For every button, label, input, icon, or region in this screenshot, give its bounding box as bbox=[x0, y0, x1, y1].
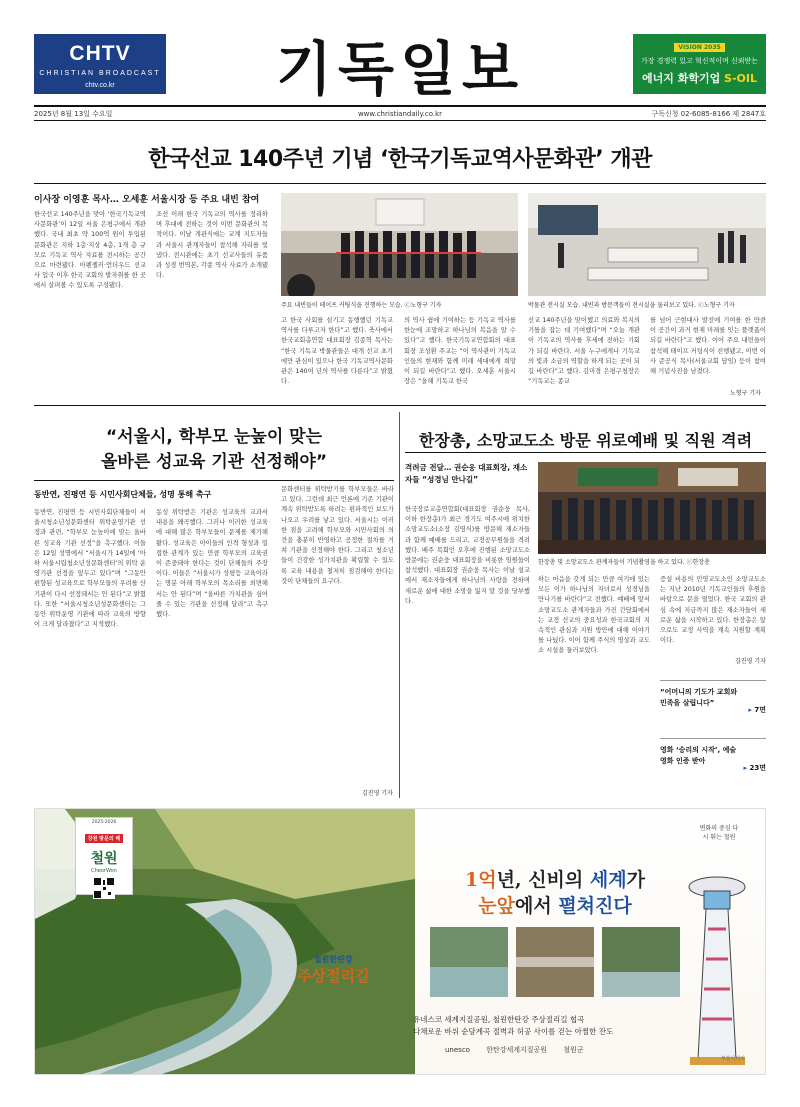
column-separator bbox=[399, 412, 400, 798]
cheorwon-county-logo: 철원군 bbox=[563, 1046, 584, 1054]
story3-column: 증설 비용의 민영교도소인 소망교도소는 지난 2010년 기독교인들의 후원을 바탕으로 문을 열었다. 한국 교회의 관심 속에 지금까지 많은 재소자들이 새로운 삶을 시작하고 있다. 한장총은 앞으로도 교정 사역을 계속 지원할 계획이다. bbox=[660, 576, 766, 645]
story1-subhead: 이사장 이영훈 목사… 오세훈 서울시장 등 주요 내빈 참여 bbox=[34, 195, 260, 205]
story1-caption-right: 박물관 전시실 모습. 내빈과 방문객들이 전시실을 둘러보고 있다. ⓒ노형구 기자 bbox=[528, 302, 735, 309]
story2-subhead: 동반연, 진평연 등 시민사회단체들, 성명 통해 촉구 bbox=[34, 490, 212, 499]
headline-fragment: 1억 bbox=[465, 869, 497, 891]
story2-byline: 김진영 기자 bbox=[362, 790, 393, 797]
soil-tagline: 가장 경쟁력 있고 혁신적이며 신뢰받는 bbox=[640, 57, 759, 65]
exhibit-hall-photo bbox=[528, 193, 766, 296]
chtv-banner[interactable] bbox=[34, 34, 166, 94]
prison-visit-photo bbox=[538, 462, 766, 554]
chtv-url: chtv.co.kr bbox=[85, 82, 115, 89]
observation-tower-illustration bbox=[680, 869, 755, 1069]
promo-page: ▸ 23면 bbox=[744, 763, 766, 774]
story1-column: 선교 140주년을 맞이했고 의료와 복지의 기틀을 잡는 데 기여했다”며 “오늘 개관이 기독교의 역사를 후세에 전하는 기회가 되길 바란다. 서울 누구에게나 기독교의 빛과 소금의 역할을 하게 되는 곳이 되길 바란다”고 했다. 김미경 은평구청장은 “기독교는 종교 bbox=[528, 317, 640, 386]
subscription-info: 구독신청 02-6085-8166 제 2847호 bbox=[651, 110, 766, 118]
promo-box[interactable] bbox=[660, 738, 766, 778]
issue-date: 2025년 8월 13일 수요일 bbox=[34, 110, 113, 118]
speech-bubble: 변화의 중심 다시 뛰는 철원 bbox=[699, 825, 739, 841]
story2-headline[interactable] bbox=[34, 425, 394, 475]
story1-column: 한국선교 140주년을 맞아 ‘한국기독교역사문화관’이 12일 서울 은평구에서 개관했다. 국내 최초 약 100억 원이 투입된 문화관은 지하 1층·지상 4층, 1개 층 규모로 기독교 역사 자료를 전시하는 공간으로 마련됐다. 아펜젤러·언더우드 선교사 입국 이후 한국 교회의 발자취를 한 곳에서 살펴볼 수 있도록 구성됐다. bbox=[34, 211, 146, 290]
promo-text: “어머니의 기도가 교회와 민족을 살립니다” bbox=[660, 688, 738, 707]
logo-name: 철원 bbox=[90, 851, 118, 867]
soil-slogan-text: 에너지 화학기업 bbox=[641, 72, 721, 85]
qr-code-icon[interactable] bbox=[93, 877, 115, 899]
story1-byline: 노형구 기자 bbox=[730, 390, 761, 397]
story2-column: 동반연, 진평연 등 시민사회단체들이 서울시청소년성문화센터 위탁운영기관 선정과 관련, “학부모 눈높이에 맞는 올바른 성교육 기관 선정”을 촉구했다. 이들은 12일 성명에서 “서울시가 14일에 ‘아하 서울시립청소년성문화센터’의 위탁 운영기관 선정을 앞두고 있다”며 “그동안 편향된 성교육으로 학부모들의 우려를 산 기관이 다시 선정돼서는 안 된다”고 밝혔다. 또한 “서울시청소년성문화센터는 그 동안 위탁운영 기관에 따라 교육의 방향이 크게 달라졌다”고 지적했다. bbox=[34, 509, 146, 629]
site-url[interactable]: www.christiandaily.co.kr bbox=[357, 110, 443, 118]
story3-headline[interactable]: 한장총, 소망교도소 방문 위로예배 및 직원 격려 bbox=[418, 431, 753, 450]
story1-column: 의 역사 쉼에 기여하는 등 기독교 역사를 한눈에 조망하고 하나님의 복음을 알 수 있다”고 했다. 한국기독교연합회의 대표회장 조성환 주교는 “이 역사관이 기독교인들의 현재와 함께 미래 세대에게 희망이 되길 바란다”고 했다. 오세훈 서울시장은 “올해 기독교 한국 bbox=[404, 317, 516, 386]
promo-box[interactable] bbox=[660, 680, 766, 720]
geopark-logo: 한탄강세계지질공원 bbox=[486, 1046, 548, 1054]
soil-banner[interactable] bbox=[633, 34, 766, 94]
divider bbox=[34, 405, 766, 406]
story1-headline[interactable]: 한국선교 140주년 기념 ‘한국기독교역사문화관’ 개관 bbox=[148, 147, 652, 172]
trail-photo-strip bbox=[430, 927, 680, 997]
ad-headline-line2 bbox=[425, 893, 685, 919]
headline-fragment: 년, 신비 bbox=[496, 869, 565, 891]
divider bbox=[34, 480, 394, 481]
story3-subhead: 격려금 전달… 권순웅 대표회장, 재소자들 “성경님 만나길” bbox=[405, 463, 528, 484]
story3-column: 한국장로교총연합회(대표회장 권순웅 목사, 이하 한장총)가 최근 경기도 여주시에 위치한 소망교도소(소장 김영식)를 방문해 재소자들과 함께 예배를 드리고, 교정공무원들을 격려했다. 배주 목회인 오후에 진행된 소망교도소 방문에는 권순웅 대표회장을 비롯한 임원들이 참석했다. 대표회장 권순웅 목사는 이날 설교에서 재소자들에게 하나님의 사랑을 전하며 새로운 삶에 대한 소망을 잃지 말 것을 당부했다. bbox=[405, 506, 530, 605]
newspaper-title: 기독일보 bbox=[275, 35, 525, 103]
chtv-subtitle: CHRISTIAN BROADCAST bbox=[39, 70, 161, 77]
headline-fragment: 가 bbox=[626, 869, 645, 891]
promo-text: 영화 ‘승리의 시작’, 예술영화 인증 받아 bbox=[660, 746, 737, 765]
story1-column: 를 넘어 근현대사 발전에 기여를 한 만큼 이 공간이 과거 현재 미래를 잇는 플랫폼이 되길 바란다”고 했다. 이어 주요 내빈들이 참석해 테이프 커팅식이 진행됐고, 이번 이사 준공식 목사(서울교회 담임) 등이 참여해 기념사진을 남겼다. bbox=[650, 317, 766, 376]
divider bbox=[405, 452, 766, 453]
story1-caption-left: 주요 내빈들이 테이프 커팅식을 진행하는 모습. ⓒ노형구 기자 bbox=[281, 302, 442, 309]
ad-headline bbox=[425, 867, 685, 919]
ribbon-cutting-photo bbox=[281, 193, 518, 296]
trail-brand-small: 철원한탄강 bbox=[313, 954, 353, 964]
story1-column: 조선 이래 한국 기독교의 역사를 정리하며 후대에 전하는 것이 이번 문화관의 목적이다. 이날 개관식에는 교계 지도자들과 서울시 관계자들이 참석해 자리를 빛냈다. 전시관에는 초기 선교사들의 유품과 성경 번역본, 각종 역사 사료가 소개됐다. bbox=[156, 211, 268, 280]
chtv-title: CHTV bbox=[69, 42, 131, 65]
logo-ribbon: 강원 방문의 해 bbox=[85, 834, 123, 843]
promo-page: ▸ 7면 bbox=[748, 705, 766, 716]
ad-desc-line: 다채로운 바위 순담계곡 절벽과 허공 사이를 걷는 아찔한 잔도 bbox=[413, 1027, 614, 1036]
masthead bbox=[0, 0, 800, 105]
soil-slogan bbox=[633, 70, 766, 86]
ad-description bbox=[413, 1014, 713, 1038]
story2-column: 동성 위탁받은 기관은 성교육의 교과서 내용을 왜곡했다. 그러나 이러한 성교육에 대해 많은 학부모들이 문제를 제기해 왔다. 성교육은 아이들의 인격 형성과 밀접한 관계가 있는 만큼 학부모의 교육권이 존중돼야 한다는 것이 단체들의 주장이다. 이들은 “서울시가 성평등 교육이라는 명분 아래 학부모의 목소리를 외면해서는 안 된다”며 “올바른 가치관을 심어줄 수 있는 기관을 선정해 달라”고 촉구했다. bbox=[156, 509, 268, 619]
story3-byline: 김진영 기자 bbox=[735, 658, 766, 665]
story2-headline-line2: 올바른 성교육 기관 선정해야” bbox=[101, 452, 327, 472]
partner-logos bbox=[445, 1045, 598, 1055]
ad-desc-line: 유네스코 세계지질공원, 철원한탄강 주상절리길 협곡 bbox=[413, 1015, 585, 1024]
headline-fragment: 펼쳐진다 bbox=[558, 895, 632, 917]
ad-headline-line1 bbox=[425, 867, 685, 893]
trail-brand bbox=[297, 954, 369, 986]
unesco-logo: unesco bbox=[445, 1046, 470, 1054]
ad-credit: 부분이미지 bbox=[720, 1056, 745, 1062]
headline-fragment: 의 bbox=[564, 869, 590, 891]
headline-fragment: 에서 bbox=[514, 895, 559, 917]
story2-headline-line1: “서울시, 학부모 눈높이 맞는 bbox=[105, 427, 323, 447]
dateline bbox=[34, 105, 766, 121]
cheorwon-logo bbox=[75, 817, 133, 895]
story2-column: 문화센터를 위탁받기를 학부모들은 바라고 있다. 그런데 최근 언론에 기존 기관이 계속 위탁받도록 하려는 편파적인 보도가 나오고 우려를 낳고 있다. 서울시는 이러한 점을 고려해 학부모와 시민사회의 의견을 충분히 반영하고 공정한 절차를 거쳐 기관을 선정해야 한다. 그리고 청소년들이 건강한 성가치관을 확립할 수 있도록 교육 내용을 철저히 점검해야 한다는 것이 단체들의 요구다. bbox=[281, 486, 394, 585]
trail-brand-big: 주상절리길 bbox=[297, 967, 370, 985]
cheorwon-ad[interactable] bbox=[34, 808, 766, 1075]
headline-fragment: 눈앞 bbox=[478, 895, 515, 917]
story1-column: 고 한국 사회를 섬기고 동행했던 기독교 역사를 다루고자 한다”고 했다. 축사에서 한국교회총연합 대표회장 김종혁 목사는 “한국 기독교 박물관들은 대개 선교 초기에만 관심이 있으나 한국 기독교역사문화관은 140여 년의 역사를 다룬다”고 밝혔다. bbox=[281, 317, 393, 386]
soil-brand: S-OIL bbox=[724, 72, 757, 85]
story3-column: 하는 마음을 갖게 되는 만큼 여기에 있는 모든 이가 하나님의 자녀로서 성경님을 만나기를 바란다”고 전했다. 예배에 앞서 소망교도소 관계자들과 가진 간담회에서는 교정 선교의 중요성과 한국교회의 지속적인 관심과 지원 방안에 대해 이야기를 나눴다. 이어 함께 주식의 명상과 교도소 시설을 둘러보았다. bbox=[538, 576, 650, 655]
logo-en: CheorWon bbox=[91, 868, 117, 874]
divider bbox=[34, 183, 766, 184]
story3-caption: 한장총 및 소망교도소 관계자들이 기념촬영을 하고 있다. ⓒ한장총 bbox=[538, 559, 710, 566]
logo-year: 2025-2026 bbox=[91, 820, 117, 825]
soil-vision: VISION 2035 bbox=[674, 43, 724, 52]
headline-fragment: 세계 bbox=[589, 869, 627, 891]
